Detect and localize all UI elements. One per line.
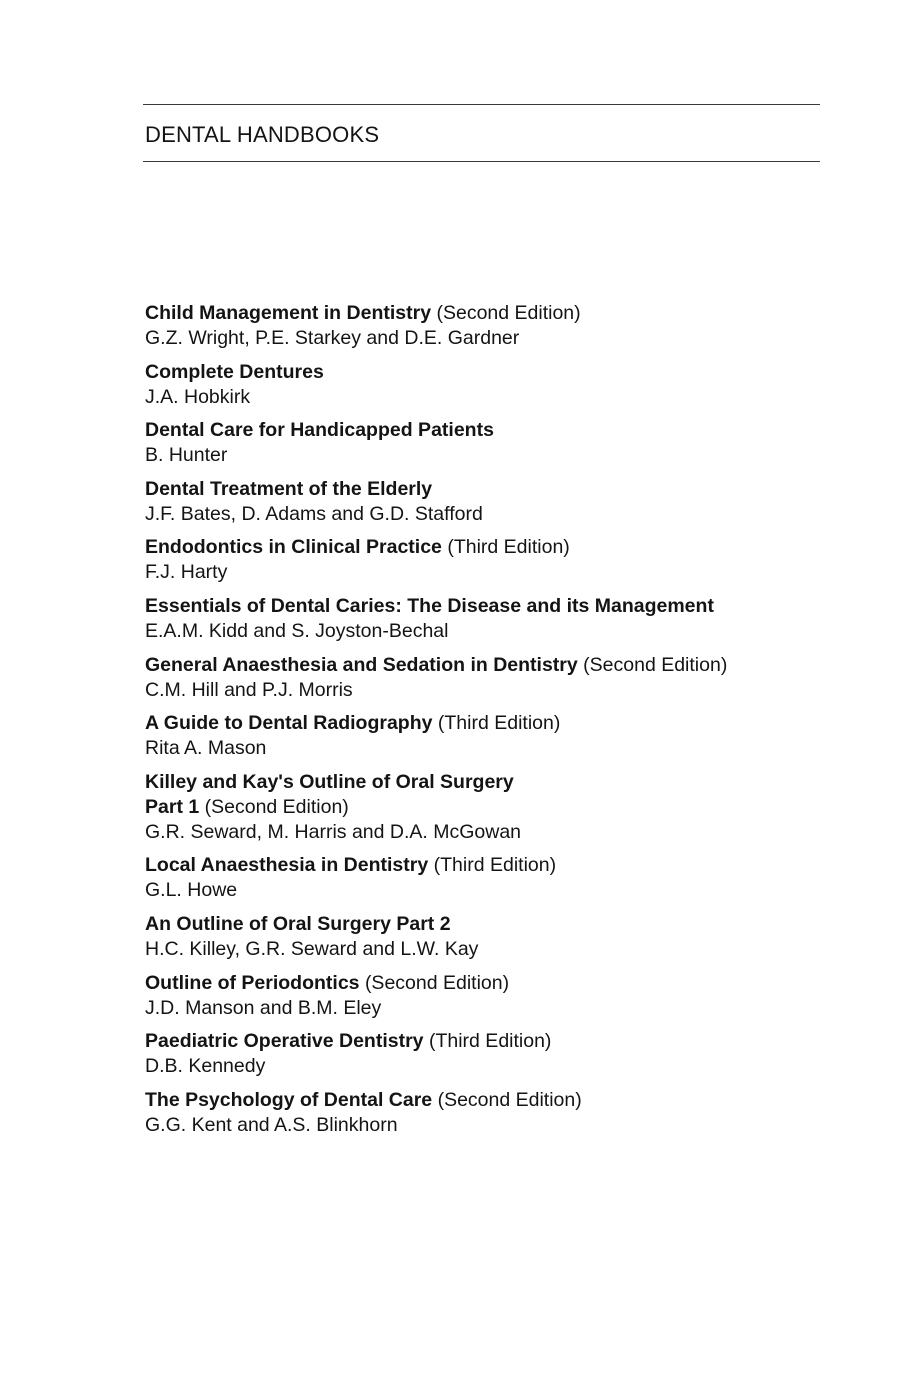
book-title-line xyxy=(145,301,845,326)
bottom-rule xyxy=(143,161,820,162)
book-title-line xyxy=(145,477,845,502)
book-title-line xyxy=(145,853,845,878)
book-edition: (Second Edition) xyxy=(364,971,510,994)
book-title: Local Anaesthesia in Dentistry xyxy=(145,854,429,877)
book-subtitle-line xyxy=(145,795,845,820)
top-rule xyxy=(143,104,820,105)
book-entry xyxy=(145,477,845,527)
book-entry xyxy=(145,853,845,903)
book-title: Outline of Periodontics xyxy=(145,971,360,994)
book-entry xyxy=(145,418,845,468)
book-authors: E.A.M. Kidd and S. Joyston-Bechal xyxy=(145,619,449,642)
book-entry xyxy=(145,535,845,585)
book-edition: (Third Edition) xyxy=(433,854,557,877)
book-title-line xyxy=(145,418,845,443)
book-title: Endodontics in Clinical Practice xyxy=(145,536,442,559)
book-authors: G.R. Seward, M. Harris and D.A. McGowan xyxy=(145,820,522,843)
book-title-line xyxy=(145,594,845,619)
book-edition: (Third Edition) xyxy=(428,1030,552,1053)
book-title-line xyxy=(145,1029,845,1054)
book-title: Paediatric Operative Dentistry xyxy=(145,1030,424,1053)
book-title-line xyxy=(145,535,845,560)
book-title-line xyxy=(145,1088,845,1113)
book-authors: G.L. Howe xyxy=(145,879,238,902)
book-authors: B. Hunter xyxy=(145,444,228,467)
book-title: A Guide to Dental Radiography xyxy=(145,712,433,735)
book-authors: G.G. Kent and A.S. Blinkhorn xyxy=(145,1113,398,1136)
book-title: Killey and Kay's Outline of Oral Surgery xyxy=(145,770,514,793)
book-title: Dental Care for Handicapped Patients xyxy=(145,419,494,442)
book-title-line xyxy=(145,711,845,736)
book-authors: G.Z. Wright, P.E. Starkey and D.E. Gardner xyxy=(145,327,520,349)
book-authors: F.J. Harty xyxy=(145,561,228,584)
book-authors: J.D. Manson and B.M. Eley xyxy=(145,996,382,1019)
book-title: Dental Treatment of the Elderly xyxy=(145,477,433,500)
book-entry xyxy=(145,1029,845,1079)
book-entry xyxy=(145,1088,845,1138)
book-edition: (Third Edition) xyxy=(447,536,570,559)
book-entry xyxy=(145,711,845,761)
book-entry xyxy=(145,971,845,1021)
book-edition: (Third Edition) xyxy=(437,712,561,735)
book-title: Essentials of Dental Caries: The Disease and its Management xyxy=(145,594,714,617)
book-title: The Psychology of Dental Care xyxy=(145,1088,433,1111)
book-edition: (Second Edition) xyxy=(204,795,349,818)
book-authors: Rita A. Mason xyxy=(145,737,267,760)
book-title: General Anaesthesia and Sedation in Dentistry xyxy=(145,653,578,676)
book-edition: (Second Edition) xyxy=(583,653,728,676)
book-title-line xyxy=(145,770,845,795)
book-authors: D.B. Kennedy xyxy=(145,1055,266,1078)
book-authors: H.C. Killey, G.R. Seward and L.W. Kay xyxy=(145,937,479,960)
book-title: Complete Dentures xyxy=(145,360,324,383)
book-entry xyxy=(145,301,845,351)
book-entry xyxy=(145,653,845,703)
book-title-line xyxy=(145,971,845,996)
book-subtitle: Part 1 xyxy=(145,795,200,818)
book-edition: (Second Edition) xyxy=(437,1088,582,1111)
book-authors: J.F. Bates, D. Adams and G.D. Stafford xyxy=(145,502,483,525)
book-edition: (Second Edition) xyxy=(436,302,581,324)
book-title-line xyxy=(145,653,845,678)
book-entry xyxy=(145,912,845,962)
book-title: Child Management in Dentistry xyxy=(145,302,432,324)
book-entry xyxy=(145,594,845,644)
book-entry xyxy=(145,770,845,845)
book-title-line xyxy=(145,912,845,937)
book-title: An Outline of Oral Surgery Part 2 xyxy=(145,912,451,935)
book-authors: C.M. Hill and P.J. Morris xyxy=(145,678,353,701)
book-title-line xyxy=(145,360,845,385)
book-entry xyxy=(145,360,845,410)
book-authors: J.A. Hobkirk xyxy=(145,385,251,408)
series-title: DENTAL HANDBOOKS xyxy=(145,122,380,147)
book-list xyxy=(145,301,845,1146)
